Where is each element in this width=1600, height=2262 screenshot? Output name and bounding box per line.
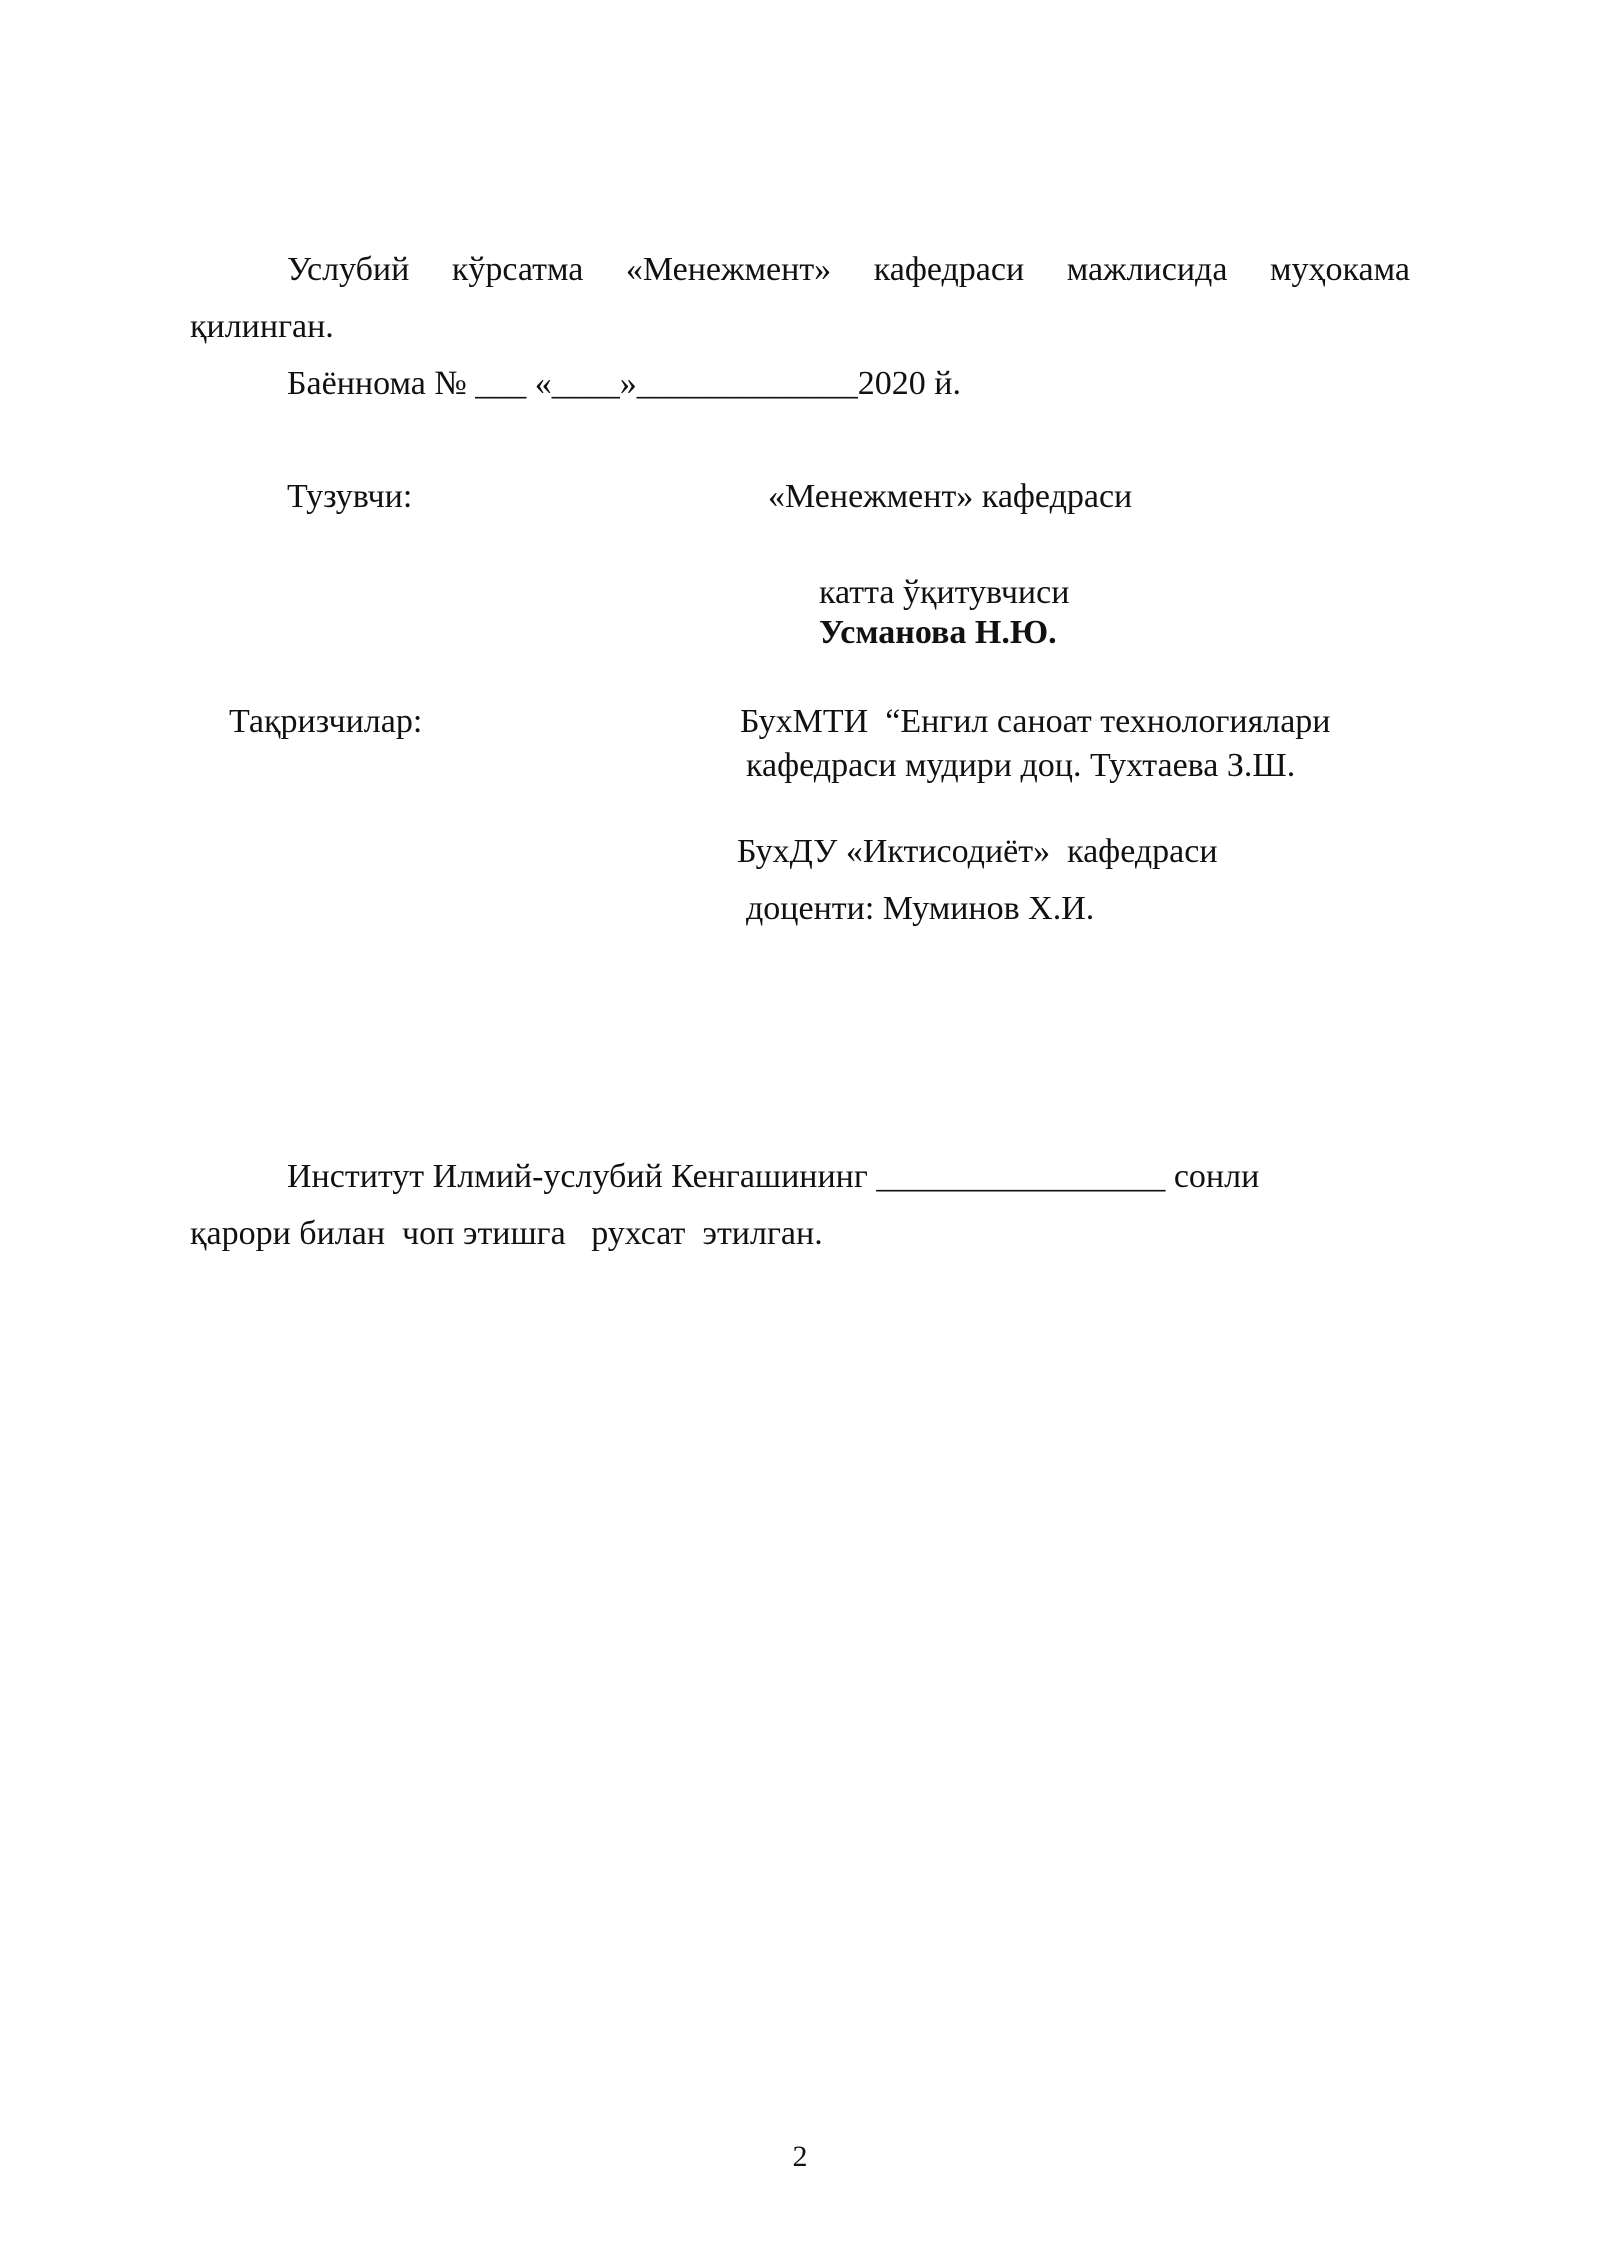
approval-word: мажлисида — [1066, 251, 1228, 288]
compiler-name: Усманова Н.Ю. — [819, 614, 1057, 651]
reviewer-2-line-2: доценти: Муминов Х.И. — [746, 890, 1095, 927]
reviewer-1-line-1: БухМТИ “Енгил саноат технологиялари — [740, 703, 1331, 740]
reviewer-2-line-1: БухДУ «Иктисодиёт» кафедраси — [737, 833, 1218, 870]
compiler-position: катта ўқитувчиси — [819, 574, 1078, 611]
reviewers-label: Тақризчилар: — [229, 703, 423, 740]
approval-line-2: қилинган. — [190, 308, 334, 345]
approval-word: «Менежмент» — [625, 251, 832, 288]
compiler-department: «Менежмент» кафедраси — [768, 478, 1133, 515]
compiler-position-line — [785, 533, 1078, 693]
approval-word: кўрсатма — [451, 251, 584, 288]
approval-word: муҳокама — [1269, 251, 1410, 288]
page-number: 2 — [792, 2140, 808, 2173]
approval-word: кафедраси — [873, 251, 1025, 288]
approval-word: Услубий — [287, 251, 410, 288]
compiler-label: Тузувчи: — [287, 478, 413, 515]
reviewer-1-line-2: кафедраси мудири доц. Тухтаева З.Ш. — [746, 747, 1296, 784]
approval-line-1 — [287, 250, 1410, 290]
permission-line-2: қарори билан чоп этишга рухсат этилган. — [190, 1215, 823, 1252]
permission-line-1: Институт Илмий-услубий Кенгашининг _________________ сонли — [287, 1158, 1260, 1195]
protocol-line: Баённома № ___ «____»_____________2020 й. — [287, 365, 961, 402]
